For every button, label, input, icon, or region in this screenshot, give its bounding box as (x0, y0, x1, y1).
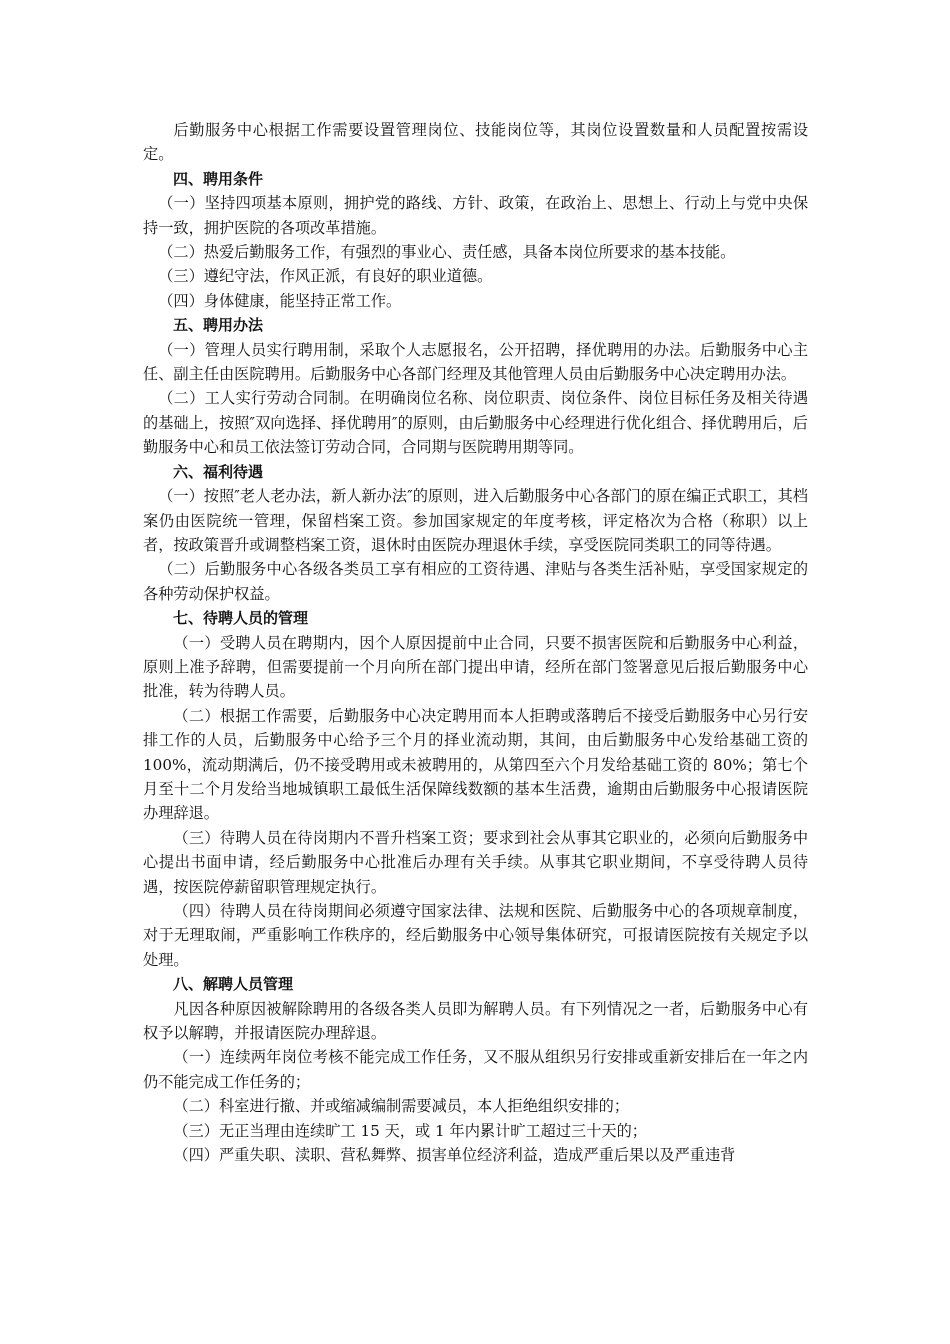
section-heading: 五、聘用办法 (173, 316, 264, 335)
paragraph: （三）待聘人员在待岗期内不晋升档案工资；要求到社会从事其它职业的，必须向后勤服务中心提出书面申请，经后勤服务中心批准后办理有关手续。从事其它职业期间，不享受待聘人员待遇，按医院停薪留职管理规定执行。 (143, 828, 808, 896)
paragraph: （四）严重失职、渎职、营私舞弊、损害单位经济利益，造成严重后果以及严重违背 (173, 1146, 736, 1165)
paragraph: （四）身体健康，能坚持正常工作。 (158, 291, 402, 310)
paragraph: （二）工人实行劳动合同制。在明确岗位名称、岗位职责、岗位条件、岗位目标任务及相关待遇的基础上，按照″双向选择、择优聘用″的原则，由后勤服务中心经理进行优化组合、择优聘用后，后勤服务中心和员工依法签订劳动合同，合同期与医院聘用期等同。 (143, 389, 808, 457)
paragraph: （一）受聘人员在聘期内，因个人原因提前中止合同，只要不损害医院和后勤服务中心利益，原则上准予辞聘，但需要提前一个月向所在部门提出申请，经所在部门签署意见后报后勤服务中心批准，转为待聘人员。 (143, 633, 808, 701)
section-heading: 七、待聘人员的管理 (173, 609, 309, 628)
paragraph: （一）按照″老人老办法，新人新办法″的原则，进入后勤服务中心各部门的原在编正式职工，其档案仍由医院统一管理，保留档案工资。参加国家规定的年度考核，评定格次为合格（称职）以上者，按政策晋升或调整档案工资，退休时由医院办理退休手续，享受医院同类职工的同等待遇。 (143, 487, 808, 554)
paragraph: （三）无正当理由连续旷工 15 天，或 1 年内累计旷工超过三十天的； (173, 1121, 647, 1140)
paragraph: （四）待聘人员在待岗期间必须遵守国家法律、法规和医院、后勤服务中心的各项规章制度，对于无理取闹，严重影响工作秩序的，经后勤服务中心领导集体研究，可报请医院按有关规定予以处理。 (143, 902, 808, 969)
paragraph: （三）遵纪守法，作风正派，有良好的职业道德。 (158, 267, 493, 286)
paragraph: （二）后勤服务中心各级各类员工享有相应的工资待遇、津贴与各类生活补贴，享受国家规定的各种劳动保护权益。 (143, 560, 808, 603)
section-heading: 六、福利待遇 (173, 462, 264, 481)
paragraph: （二）科室进行撤、并或缩减编制需要减员，本人拒绝组织安排的； (173, 1097, 630, 1116)
paragraph: （一）管理人员实行聘用制，采取个人志愿报名，公开招聘，择优聘用的办法。后勤服务中心主任、副主任由医院聘用。后勤服务中心各部门经理及其他管理人员由后勤服务中心决定聘用办法。 (143, 340, 808, 384)
paragraph: （二）根据工作需要，后勤服务中心决定聘用而本人拒聘或落聘后不接受后勤服务中心另行安排工作的人员，后勤服务中心给予三个月的择业流动期，其间，由后勤服务中心发给基础工资的100%，流动期满后，仍不接受聘用或未被聘用的，从第四至六个月发给基础工资的 80%；第七个月至十二个月发给当地城镇职工最低生活保障线数额的基本生活费，逾期由后勤服务中心报请医院办理辞退。 (143, 706, 808, 823)
paragraph: （二）热爱后勤服务工作，有强烈的事业心、责任感，具备本岗位所要求的基本技能。 (158, 243, 736, 262)
section-heading: 八、解聘人员管理 (173, 975, 294, 994)
paragraph: （一）连续两年岗位考核不能完成工作任务，又不服从组织另行安排或重新安排后在一年之内仍不能完成工作任务的； (143, 1048, 808, 1091)
document-page (143, 118, 808, 1167)
paragraph: 后勤服务中心根据工作需要设置管理岗位、技能岗位等，其岗位设置数量和人员配置按需设定。 (143, 121, 808, 164)
paragraph: （一）坚持四项基本原则，拥护党的路线、方针、政策，在政治上、思想上、行动上与党中央保持一致，拥护医院的各项改革措施。 (143, 194, 808, 237)
paragraph: 凡因各种原因被解除聘用的各级各类人员即为解聘人员。有下列情况之一者，后勤服务中心有权予以解聘，并报请医院办理辞退。 (143, 999, 808, 1043)
section-heading: 四、聘用条件 (173, 169, 264, 188)
